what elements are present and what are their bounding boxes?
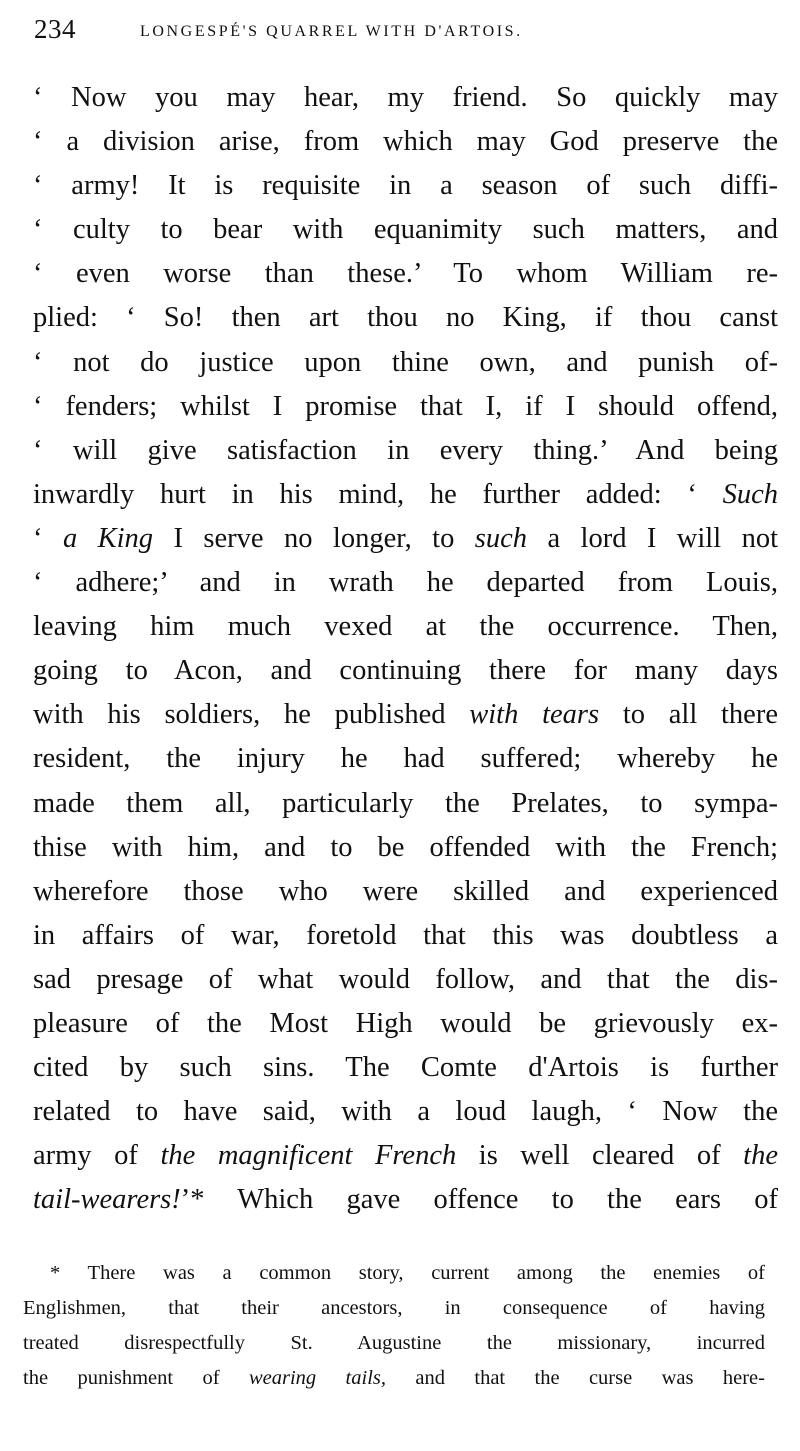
text-line: ‘ army! It is requisite in a season of such diffi-	[33, 170, 778, 202]
footnote-line: treated disrespectfully St. Augustine the missionary, incurred	[23, 1332, 765, 1354]
text-line: plied: ‘ So! then art thou no King, if thou canst	[33, 302, 778, 334]
italic-text: the magnificent French	[160, 1140, 457, 1172]
text-line: resident, the injury he had suffered; whereby he	[33, 743, 778, 775]
italic-text: tail-wearers!	[33, 1184, 181, 1216]
text-line: ‘ not do justice upon thine own, and punish of-	[33, 346, 778, 378]
text-line: sad presage of what would follow, and that the dis-	[33, 963, 778, 995]
text-line: ‘ a King I serve no longer, to such a lord I will not	[33, 522, 778, 554]
running-head	[34, 14, 774, 50]
text-line: tail-wearers!’* Which gave offence to the ears of	[33, 1184, 778, 1216]
text-line: army of the magnificent French is well cleared of the	[33, 1140, 778, 1172]
italic-text: the	[743, 1140, 778, 1172]
text-line: made them all, particularly the Prelates, to sympa-	[33, 787, 778, 819]
text-line: in affairs of war, foretold that this was doubtless a	[33, 919, 778, 951]
text-line: ‘ will give satisfaction in every thing.’ And being	[33, 434, 778, 466]
italic-text: Such	[722, 478, 778, 510]
text-line: thise with him, and to be offended with the French;	[33, 831, 778, 863]
text-line: leaving him much vexed at the occurrence. Then,	[33, 611, 778, 643]
text-line: ‘ adhere;’ and in wrath he departed from Louis,	[33, 567, 778, 599]
text-line: related to have said, with a loud laugh, ‘ Now the	[33, 1096, 778, 1128]
running-title: LONGESPÉ'S QUARREL WITH D'ARTOIS.	[140, 23, 523, 40]
body-text	[33, 76, 778, 1222]
italic-text: such	[474, 522, 528, 554]
text-line: ‘ Now you may hear, my friend. So quickly may	[33, 82, 778, 113]
footnote	[23, 1256, 765, 1396]
footnote-line: the punishment of wearing tails, and that the curse was here-	[23, 1367, 765, 1389]
text-line: ‘ culty to bear with equanimity such matters, and	[33, 214, 778, 246]
text-line: with his soldiers, he published with tears to all there	[33, 699, 778, 731]
page-number: 234	[34, 14, 76, 44]
footnote-line: Englishmen, that their ancestors, in consequence of having	[23, 1297, 765, 1319]
text-line: wherefore those who were skilled and experienced	[33, 875, 778, 907]
text-line: ‘ a division arise, from which may God preserve the	[33, 126, 778, 158]
text-line: cited by such sins. The Comte d'Artois is further	[33, 1052, 778, 1084]
text-line: going to Acon, and continuing there for many days	[33, 655, 778, 687]
italic-text: wearing tails,	[248, 1367, 386, 1389]
italic-text: with tears	[469, 699, 600, 731]
text-line: ‘ fenders; whilst I promise that I, if I should offend,	[33, 390, 778, 422]
text-line: ‘ even worse than these.’ To whom William re-	[33, 258, 778, 290]
footnote-line: * There was a common story, current among the enemies of	[50, 1262, 765, 1284]
text-line: pleasure of the Most High would be grievously ex-	[33, 1007, 778, 1039]
text-line: inwardly hurt in his mind, he further added: ‘ Such	[33, 478, 778, 510]
italic-text: a King	[62, 522, 154, 554]
